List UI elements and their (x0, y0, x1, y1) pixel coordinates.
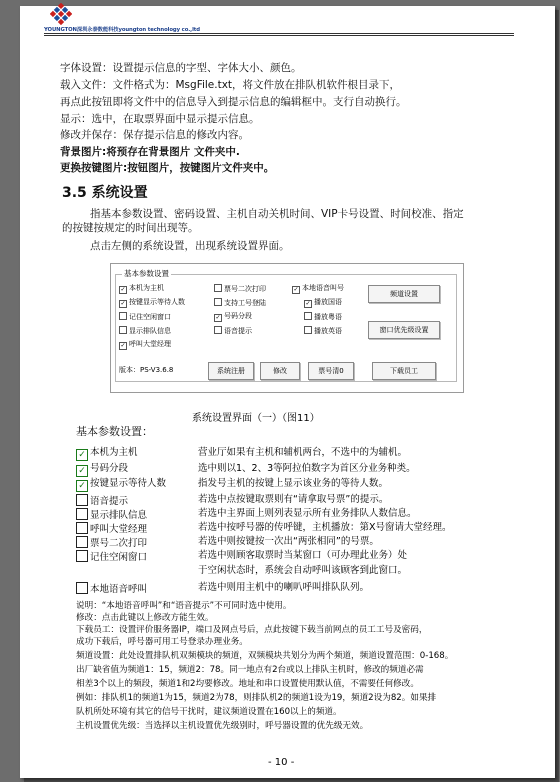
checkbox-box[interactable]: ✓ (120, 286, 126, 293)
note-line: 相差3个以上的频段，频道1和2均要修改。地址和串口设置使用默认值，不需要任何修改。 (76, 679, 419, 689)
param-segment: ✓ 号码分段 (76, 463, 128, 477)
checkbox-voice-tip[interactable]: 语音提示 (214, 326, 252, 336)
page-number: - 10 - (268, 757, 295, 768)
note-line: 主机设置优先级：当选择以主机设置优先级别时，呼号器设置的优先级无效。 (76, 721, 369, 731)
checkbox-box (76, 536, 88, 548)
text-line-bold: 背景图片:将预存在背景图片 文件夹中. (60, 146, 240, 158)
note-line: 说明：“本地语音呼叫”和“语音提示”不可同时选中使用。 (76, 601, 292, 611)
text-line: 再点此按钮即将文件中的信息导入到提示信息的编辑框中。支行自动换行。 (60, 96, 407, 108)
checkbox-remember-idle[interactable]: 记住空闲窗口 (119, 312, 171, 322)
checkbox-mandarin[interactable]: ✓ 播放国语 (305, 298, 342, 307)
param-reprint: 票号二次打印 (76, 536, 147, 550)
checkbox-box[interactable] (119, 326, 127, 334)
header-rule (44, 35, 514, 36)
checkbox-box[interactable]: ✓ (215, 314, 221, 321)
param-master: ✓ 本机为主机 (76, 447, 138, 461)
note-line: 出厂缺省值为频道1：15，频道2：78。同一地点有2台或以上排队主机时，修改的频道必需 (76, 665, 424, 675)
checkbox-local-voice[interactable]: ✓ 本地语音叫号 (293, 284, 344, 293)
checkbox-box (76, 550, 88, 562)
checkbox-master[interactable]: ✓ 本机为主机 (120, 284, 164, 293)
paragraph-line: 的按键按规定的时间出现等。 (62, 222, 199, 234)
param-desc: 若选中则顾客取票时当某窗口（可办理此业务）处 (198, 550, 408, 561)
checkbox-english[interactable]: 播放英语 (304, 326, 342, 336)
checkbox-box[interactable]: ✓ (305, 300, 311, 307)
figure-caption: 系统设置界面（一）（图11） (192, 413, 320, 424)
checkbox-box[interactable] (214, 326, 222, 334)
paragraph-line: 点击左侧的系统设置，出现系统设置界面。 (90, 240, 290, 252)
checkbox-box: ✓ (76, 449, 88, 461)
text-line: 载入文件：文件格式为：MsgFile.txt，将文件放在排队机软件根目录下， (60, 79, 401, 91)
param-desc: 若选中主界面上则列表显示所有业务排队人数信息。 (198, 508, 417, 519)
checkbox-box[interactable] (214, 298, 222, 306)
header-rule (44, 33, 514, 34)
checkbox-cantonese[interactable]: 播放粤语 (304, 312, 342, 322)
note-line: 队机所处环境有其它的信号干扰时，建议频道设置在160以上的频道。 (76, 707, 342, 717)
modify-button[interactable]: 修改 (260, 362, 300, 380)
param-local-voice: 本地语音呼叫 (76, 582, 147, 596)
param-call-manager: 呼叫大堂经理 (76, 522, 147, 536)
checkbox-box: ✓ (76, 480, 88, 492)
checkbox-staff-login[interactable]: 支持工号登陆 (214, 298, 266, 308)
checkbox-box[interactable] (119, 312, 127, 320)
param-desc: 若选中点按键取票则有“请拿取号票”的提示。 (198, 494, 389, 505)
checkbox-box[interactable] (304, 326, 312, 334)
paragraph-line: 指基本参数设置、密码设置、主机自动关机时间、VIP卡号设置、时间校准、指定 (90, 208, 464, 220)
param-remember-idle: 记住空闲窗口 (76, 550, 147, 564)
checkbox-box[interactable]: ✓ (120, 342, 126, 349)
checkbox-segment[interactable]: ✓ 号码分段 (215, 312, 252, 321)
window-priority-button[interactable]: 窗口优先级设置 (368, 321, 440, 339)
note-line: 修改：点击此键以上修改方能生效。 (76, 613, 214, 623)
section-title: 3.5 系统设置 (62, 185, 148, 201)
param-voice-tip: 语音提示 (76, 494, 128, 508)
checkbox-box[interactable]: ✓ (120, 300, 126, 307)
ticket-reset-button[interactable]: 票号清0 (308, 362, 354, 380)
param-desc: 营业厅如果有主机和辅机两台，不选中的为辅机。 (198, 447, 408, 458)
param-show-queue: 显示排队信息 (76, 508, 147, 522)
text-line-bold: 更换按键图片:按钮图片，按键图片文件夹中。 (60, 162, 275, 174)
params-title: 基本参数设置： (76, 425, 153, 438)
note-line: 下载员工：设置评价服务器IP，端口及网点号后，点此按键下载当前网点的员工工号及密码， (76, 625, 428, 635)
system-register-button[interactable]: 系统注册 (208, 362, 254, 380)
company-logo-icon (50, 3, 72, 25)
param-desc: 若选中则用主机中的喇叭呼叫排队队列。 (198, 582, 370, 593)
param-desc: 若选中按呼号器的传呼键，主机播放：第X号窗请大堂经理。 (198, 522, 452, 533)
checkbox-box: ✓ (76, 465, 88, 477)
checkbox-call-manager[interactable]: ✓ 呼叫大堂经理 (120, 340, 171, 349)
text-line: 字体设置：设置提示信息的字型、字体大小、颜色。 (60, 62, 302, 74)
checkbox-box (76, 494, 88, 506)
basic-params-group (115, 269, 457, 382)
group-title: 基本参数设置 (124, 269, 169, 278)
note-line: 例如：排队机1的频道1为15，频道2为78，则排队机2的频道1设为19，频道2设为82。如果排 (76, 693, 437, 703)
checkbox-box[interactable] (304, 312, 312, 320)
text-line: 显示：选中，在取票界面中显示提示信息。 (60, 113, 260, 125)
param-desc: 指发号主机的按键上显示该业务的等待人数。 (198, 478, 389, 489)
text-line: 修改并保存：保存提示信息的修改内容。 (60, 129, 249, 141)
checkbox-reprint[interactable]: 票号二次打印 (214, 284, 266, 294)
download-staff-button[interactable]: 下载员工 (372, 362, 436, 380)
checkbox-show-queue[interactable]: 显示排队信息 (119, 326, 171, 336)
checkbox-box (76, 522, 88, 534)
version-label: 版本：PS-V3.6.8 (119, 366, 174, 374)
note-line: 成功下载后，呼号器可用工号登录办理业务。 (76, 637, 248, 647)
checkbox-show-waiting[interactable]: ✓ 按键显示等待人数 (120, 298, 185, 307)
checkbox-box (76, 508, 88, 520)
checkbox-box[interactable]: ✓ (293, 286, 299, 293)
param-show-waiting: ✓ 按键显示等待人数 (76, 478, 166, 492)
logo-text: YOUNGTON深圳永泰数能科技youngton technology co.,ltd (44, 27, 200, 33)
note-line: 频道设置：此处设置排队机双频模块的频道，双频模块共划分为两个频道，频道设置范围：0-168。 (76, 651, 454, 661)
system-settings-dialog (110, 263, 464, 393)
param-desc: 选中则以1、2、3等阿拉伯数字为首区分业务种类。 (198, 463, 416, 474)
param-desc: 于空闲状态时，系统会自动呼叫该顾客到此窗口。 (198, 565, 408, 576)
param-desc: 若选中则按键按一次出“两张相同”的号票。 (198, 536, 379, 547)
frequency-settings-button[interactable]: 频道设置 (368, 285, 440, 303)
checkbox-box (76, 582, 88, 594)
checkbox-box[interactable] (214, 284, 222, 292)
